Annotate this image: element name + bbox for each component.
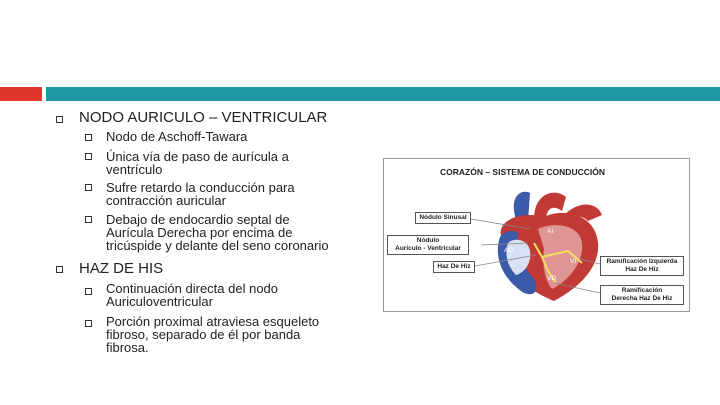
sub-bullet-text: Nodo de Aschoff-Tawara bbox=[106, 129, 248, 144]
label-ramificacion-izquierda: Ramificación Izquierda Haz De Hiz bbox=[600, 256, 684, 276]
sub-bullet-text: Debajo de endocardio septal de Aurícula Derecha por encima de tricúspide y delante del seno coronario bbox=[106, 212, 329, 253]
sub-bullet-marker bbox=[85, 134, 92, 141]
sub-bullet-marker bbox=[85, 153, 92, 160]
sub-bullet-text: Continuación directa del nodo Auriculoventricular bbox=[106, 281, 279, 309]
label-haz-de-hiz: Haz De Hiz bbox=[433, 261, 475, 273]
sub-bullet-marker bbox=[85, 216, 92, 223]
chamber-label-vi: VI bbox=[570, 258, 577, 265]
sub-bullet-text: Única vía de paso de aurícula a ventrículo bbox=[106, 149, 289, 177]
sub-bullet-marker bbox=[85, 320, 92, 327]
chamber-label-ai: AI bbox=[547, 228, 554, 235]
label-ramificacion-derecha: Ramificación Derecha Haz De Hiz bbox=[600, 285, 684, 305]
label-nodulo-av: Nódulo Aurículo - Ventricular bbox=[387, 235, 469, 255]
bullet-marker bbox=[56, 116, 63, 123]
sub-bullet-marker bbox=[85, 288, 92, 295]
header-accent-bar bbox=[46, 87, 720, 101]
bullet-marker bbox=[56, 266, 63, 273]
diagram-title: CORAZÓN – SISTEMA DE CONDUCCIÓN bbox=[440, 167, 605, 177]
label-nodulo-sinusal: Nódulo Sinusal bbox=[415, 212, 471, 224]
header-accent-red bbox=[0, 87, 42, 101]
chamber-label-vd: VD bbox=[547, 275, 557, 282]
heart-conduction-diagram bbox=[383, 158, 690, 312]
sub-bullet-marker bbox=[85, 184, 92, 191]
sub-bullet-text: Sufre retardo la conducción para contracción auricular bbox=[106, 180, 295, 208]
bullet-heading-nodo-av: NODO AURICULO – VENTRICULAR bbox=[79, 109, 328, 126]
sub-bullet-text: Porción proximal atraviesa esqueleto fibroso, separado de él por banda fibrosa. bbox=[106, 314, 320, 355]
chamber-label-ad: AD bbox=[504, 247, 514, 254]
bullet-heading-haz-de-his: HAZ DE HIS bbox=[79, 260, 164, 277]
